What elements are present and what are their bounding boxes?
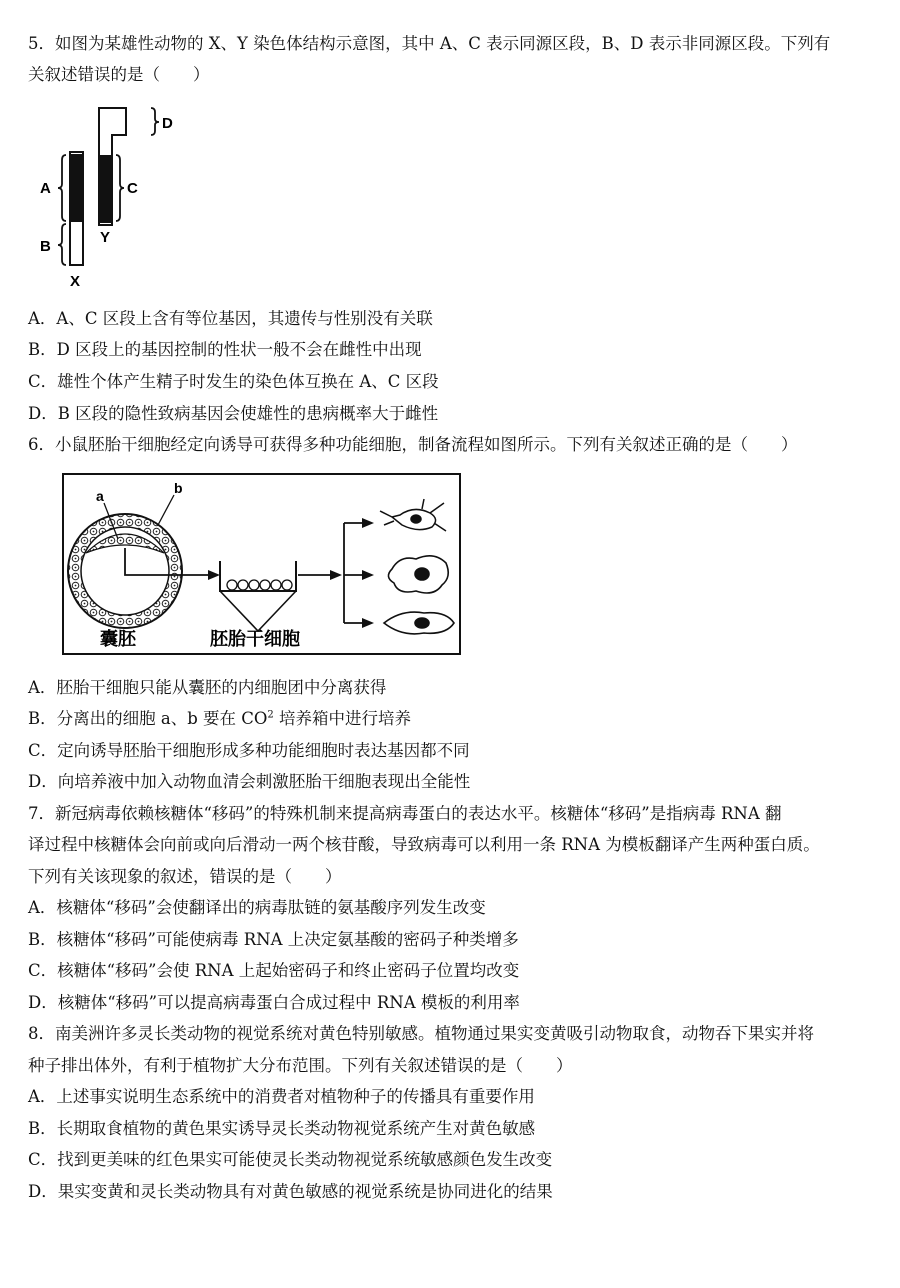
label-c: C (127, 180, 138, 197)
irregular-cell (388, 556, 448, 593)
q5-stem-line-1: 5．如图为某雄性动物的 X、Y 染色体结构示意图，其中 A、C 表示同源区段，B、D 表示非同源区段。下列有 (28, 34, 831, 53)
q6-stem: 6．小鼠胚胎干细胞经定向诱导可获得多种功能细胞，制备流程如图所示。下列有关叙述正确的是（ ） (28, 435, 798, 454)
q8-stem-line-2: 种子排出体外，有利于植物扩大分布范围。下列有关叙述错误的是（ ） (28, 1056, 573, 1075)
embryonic-stem-cell-figure (62, 473, 462, 661)
q6-option-d: D．向培养液中加入动物血清会刺激胚胎干细胞表现出全能性 (28, 772, 471, 791)
nerve-cell (380, 499, 446, 531)
y-homologous-segment (99, 155, 112, 223)
brace-d (151, 108, 159, 135)
q6-option-b (28, 708, 411, 730)
q8-option-d: D．果实变黄和灵长类动物具有对黄色敏感的视觉系统是协同进化的结果 (28, 1182, 553, 1201)
label-b: B (40, 238, 51, 255)
brace-b (58, 224, 66, 265)
arrow-to-branches (330, 570, 342, 580)
dish-zoom-lines (220, 591, 296, 631)
caption-stem-cell: 胚胎干细胞 (210, 629, 300, 650)
q8-stem-line-1: 8．南美洲许多灵长类动物的视觉系统对黄色特别敏感。植物通过果实变黄吸引动物取食，动物吞下果实并将 (28, 1024, 814, 1043)
q8-option-a: A．上述事实说明生态系统中的消费者对植物种子的传播具有重要作用 (28, 1087, 535, 1106)
label-x: X (70, 273, 81, 290)
q7-stem-line-3: 下列有关该现象的叙述，错误的是（ ） (28, 867, 342, 886)
brace-c (116, 155, 124, 221)
q6-option-a: A．胚胎干细胞只能从囊胚的内细胞团中分离获得 (28, 678, 387, 697)
x-homologous-segment (70, 154, 83, 222)
q7-stem-line-1: 7．新冠病毒依赖核糖体“移码”的特殊机制来提高病毒蛋白的表达水平。核糖体“移码”是指病毒 RNA 翻 (28, 804, 782, 823)
q5-option-b: B．D 区段上的基因控制的性状一般不会在雌性中出现 (28, 340, 422, 359)
brace-a (58, 155, 66, 221)
q6-option-b-sup: 2 (267, 709, 274, 721)
pointer-b (158, 495, 174, 525)
q7-stem-line-2: 译过程中核糖体会向前或向后滑动一两个核苷酸，导致病毒可以利用一条 RNA 为模板翻译产生两种蛋白质。 (28, 835, 820, 854)
q5-option-d: D．B 区段的隐性致病基因会使雄性的患病概率大于雌性 (28, 404, 439, 423)
label-a: A (40, 180, 51, 197)
xy-chromosome-figure (28, 100, 188, 295)
q7-option-b: B．核糖体“移码”可能使病毒 RNA 上决定氨基酸的密码子种类增多 (28, 930, 519, 949)
caption-blastocyst: 囊胚 (100, 629, 136, 650)
q5-option-a: A．A、C 区段上含有等位基因，其遗传与性别没有关联 (28, 309, 433, 328)
label-cell-b: b (174, 480, 183, 496)
label-d: D (162, 115, 173, 132)
label-cell-a: a (96, 488, 104, 504)
q8-option-c: C．找到更美味的红色果实可能使灵长类动物视觉系统敏感颜色发生改变 (28, 1150, 553, 1169)
q7-option-d: D．核糖体“移码”可以提高病毒蛋白合成过程中 RNA 模板的利用率 (28, 993, 520, 1012)
spindle-cell (384, 612, 454, 634)
q5-stem-line-2: 关叙述错误的是（ ） (28, 65, 210, 84)
q6-option-b-suffix: 培养箱中进行培养 (273, 709, 412, 728)
label-y: Y (100, 229, 111, 246)
q6-option-b-prefix: B．分离出的细胞 a、b 要在 CO (28, 709, 268, 728)
q8-option-b: B．长期取食植物的黄色果实诱导灵长类动物视觉系统产生对黄色敏感 (28, 1119, 536, 1138)
q5-option-c: C．雄性个体产生精子时发生的染色体互换在 A、C 区段 (28, 372, 439, 391)
q7-option-c: C．核糖体“移码”会使 RNA 上起始密码子和终止密码子位置均改变 (28, 961, 520, 980)
stem-cells (227, 580, 292, 590)
q6-option-c: C．定向诱导胚胎干细胞形成多种功能细胞时表达基因都不同 (28, 741, 470, 760)
q7-option-a: A．核糖体“移码”会使翻译出的病毒肽链的氨基酸序列发生改变 (28, 898, 486, 917)
